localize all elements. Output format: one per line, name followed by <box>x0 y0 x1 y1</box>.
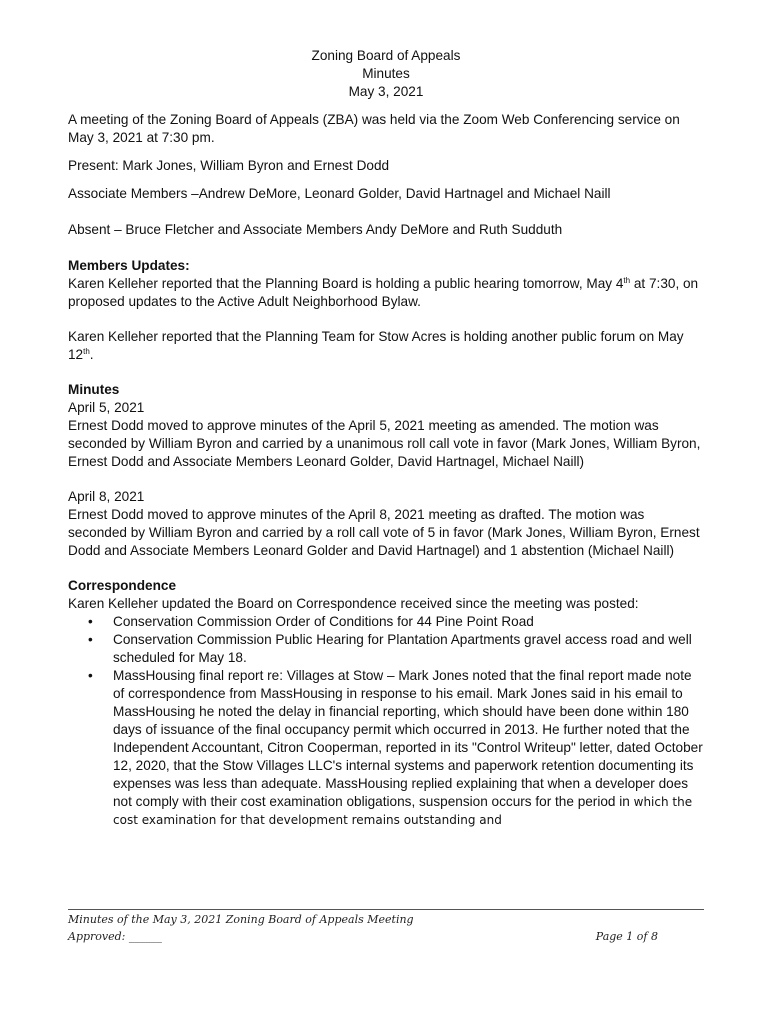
bullet-icon: • <box>88 668 93 683</box>
minutes-paragraph-1: Ernest Dodd moved to approve minutes of the April 5, 2021 meeting as amended. The motion was seconded by William Byron and carried by a unanimous roll call vote in favor (Mark Jones, William Byron, Ernest Dodd and Associate Members Leonard Golder, David Hartnagel, Michael Naill) <box>68 418 701 469</box>
bullet-icon: • <box>88 632 93 647</box>
footer-page-number: Page 1 of 8 <box>595 930 658 943</box>
correspondence-heading: Correspondence <box>68 578 177 593</box>
correspondence-list <box>68 613 704 829</box>
page-footer <box>68 911 658 945</box>
document-page <box>68 47 704 829</box>
associate-members-line: Associate Members –Andrew DeMore, Leonard Golder, David Hartnagel and Michael Naill <box>68 186 611 201</box>
present-line: Present: Mark Jones, William Byron and Ernest Dodd <box>68 158 390 173</box>
bullet-icon: • <box>88 614 93 629</box>
header-date: May 3, 2021 <box>348 84 424 99</box>
footer-approved: Approved: ______ <box>68 930 162 943</box>
minutes-date-1: April 5, 2021 <box>68 400 145 415</box>
list-item: • Conservation Commission Order of Conditions for 44 Pine Point Road <box>88 614 534 629</box>
minutes-date-2: April 8, 2021 <box>68 489 145 504</box>
members-update-paragraph-2: Karen Kelleher reported that the Planning Team for Stow Acres is holding another public forum on May 12th. <box>68 329 684 362</box>
intro-paragraph: A meeting of the Zoning Board of Appeals (ZBA) was held via the Zoom Web Conferencing service on May 3, 2021 at 7:30 pm. <box>68 112 680 145</box>
header-title: Zoning Board of Appeals <box>311 48 461 63</box>
members-updates-heading: Members Updates: <box>68 258 190 273</box>
correspondence-intro: Karen Kelleher updated the Board on Correspondence received since the meeting was posted: <box>68 596 639 611</box>
list-item: • MassHousing final report re: Villages at Stow – Mark Jones noted that the final report made note of correspondence from MassHousing in response to his email. Mark Jones said in his email to MassHousing he noted the delay in financial reporting, which should have been done within 180 days of issuance of the final occupancy permit which occurred in 2013. He further noted that the Independent Accountant, Citron Cooperman, reported in its "Control Writeup" letter, dated October 12, 2020, that the Stow Villages LLC's internal systems and paperwork retention documenting its expenses was less than adequate. MassHousing replied explaining that when a developer does not comply with their cost examination obligations, suspension occurs for the period in which the cost examination for that development remains outstanding and <box>88 668 703 827</box>
header-subtitle: Minutes <box>362 66 410 81</box>
minutes-heading: Minutes <box>68 382 120 397</box>
absent-line: Absent – Bruce Fletcher and Associate Members Andy DeMore and Ruth Sudduth <box>68 222 563 237</box>
members-update-paragraph-1: Karen Kelleher reported that the Planning Board is holding a public hearing tomorrow, May 4th at 7:30, on proposed updates to the Active Adult Neighborhood Bylaw. <box>68 276 699 309</box>
minutes-paragraph-2: Ernest Dodd moved to approve minutes of the April 8, 2021 meeting as drafted. The motion was seconded by William Byron and carried by a roll call vote of 5 in favor (Mark Jones, William Byron, Ernest Dodd and Associate Members Leonard Golder and David Hartnagel) and 1 abstention (Michael Naill) <box>68 507 700 558</box>
footer-meeting-title: Minutes of the May 3, 2021 Zoning Board of Appeals Meeting <box>68 913 414 926</box>
footer-divider <box>68 909 704 910</box>
document-header <box>68 47 704 101</box>
list-item: • Conservation Commission Public Hearing for Plantation Apartments gravel access road and well scheduled for May 18. <box>88 632 692 665</box>
